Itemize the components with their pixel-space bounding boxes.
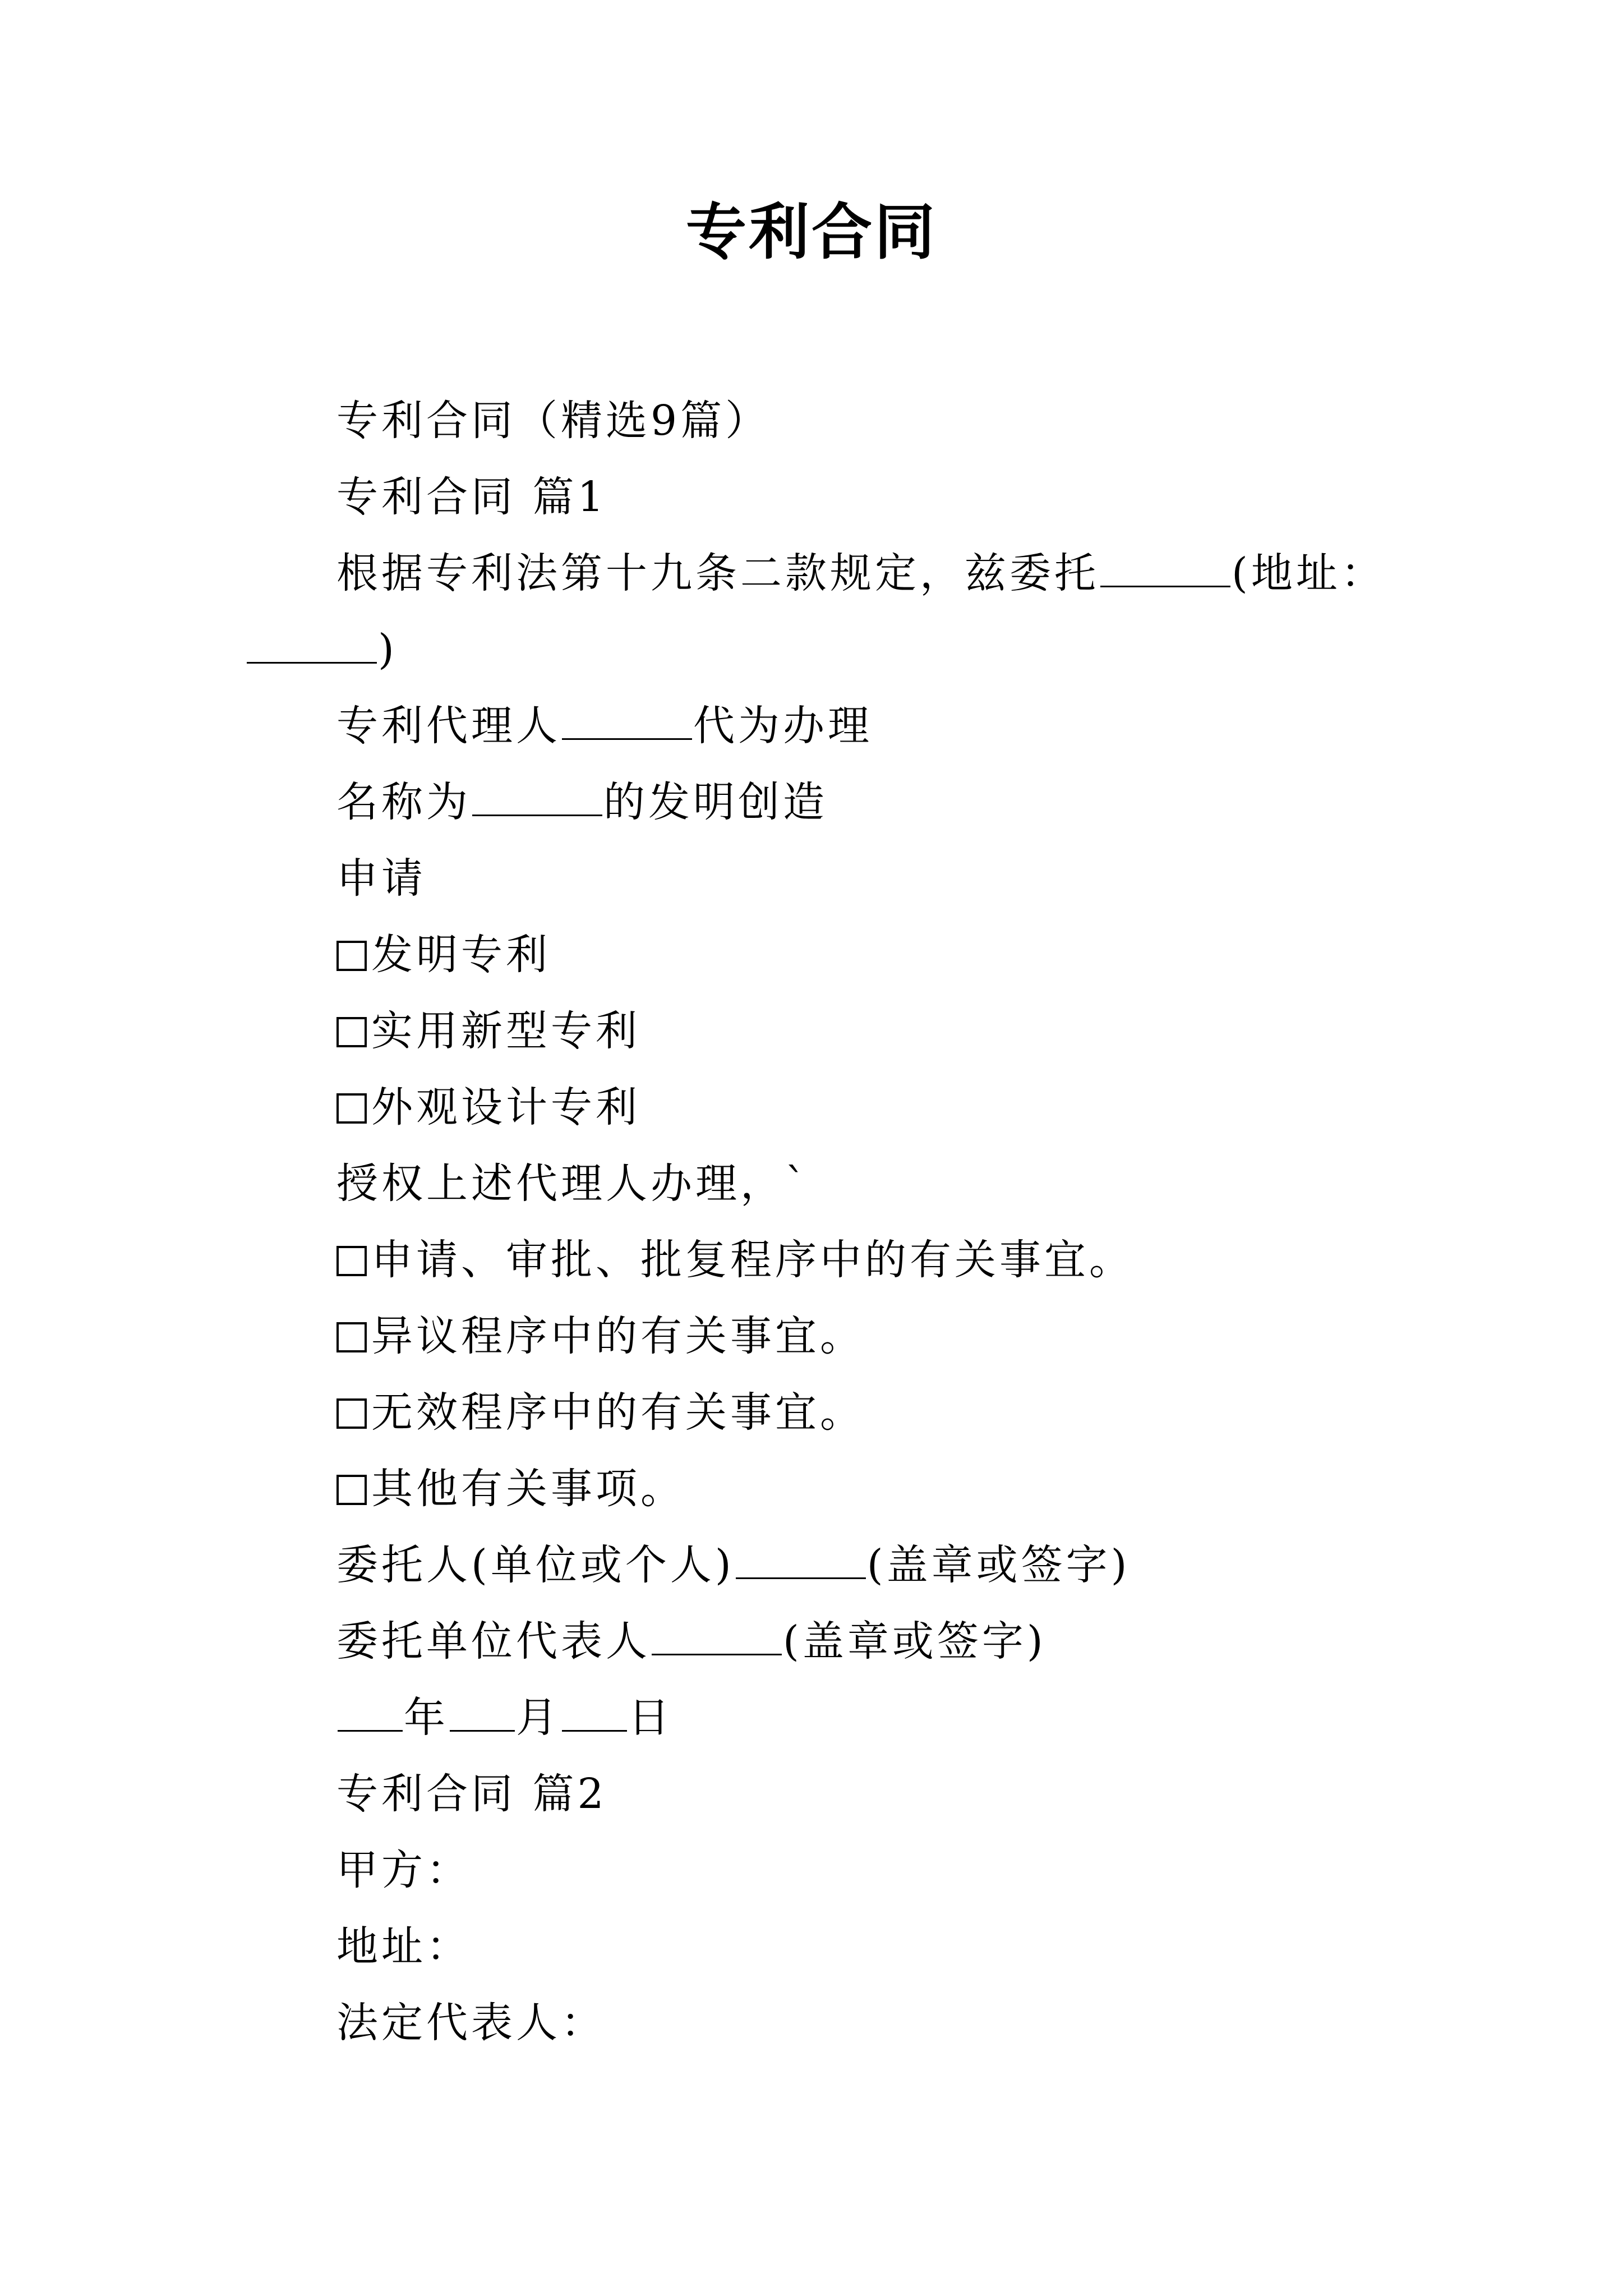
agent-blank [562, 705, 692, 740]
option-invalidation-matters [0, 1374, 1623, 1451]
agent-line [0, 688, 1623, 764]
option-design-patent [0, 1069, 1623, 1145]
section-heading-2 [0, 1756, 1623, 1832]
principal-signature-line [0, 1527, 1623, 1603]
invention-name-line [0, 764, 1623, 840]
checkbox-icon[interactable] [336, 1017, 367, 1047]
document-body [0, 383, 1623, 2061]
apply-text: 申请 [336, 854, 426, 903]
month-blank [450, 1696, 515, 1732]
option-opposition-matters [0, 1298, 1623, 1374]
address-label: (地址： [1232, 549, 1386, 597]
collection-heading [0, 383, 1623, 459]
invention-name-blank [472, 781, 602, 816]
day-label: 日 [628, 1694, 673, 1742]
invention-name-label: 名称为 [336, 778, 471, 826]
legal-representative-line [0, 1985, 1623, 2061]
entrustee-blank [1100, 552, 1230, 587]
invention-name-suffix: 的发明创造 [603, 778, 828, 826]
section-heading-1 [0, 459, 1623, 535]
checkbox-icon[interactable] [336, 1398, 367, 1429]
address-blank [247, 628, 377, 664]
day-blank [562, 1696, 627, 1732]
legal-representative-label: 法定代表人： [336, 1999, 606, 2047]
year-blank [338, 1696, 403, 1732]
apply-line [0, 840, 1623, 917]
address-close: ) [378, 625, 398, 674]
option-label: 发明专利 [371, 931, 551, 979]
party-a-line [0, 1832, 1623, 1908]
party-a-label: 甲方： [336, 1846, 471, 1894]
representative-seal-note: (盖章或签字) [783, 1617, 1046, 1665]
paragraph-entrust [0, 535, 1623, 611]
checkbox-icon[interactable] [336, 1475, 367, 1505]
option-label: 异议程序中的有关事宜。 [371, 1312, 865, 1360]
option-other-matters [0, 1451, 1623, 1527]
address-field-label: 地址： [336, 1922, 471, 1971]
option-label: 外观设计专利 [371, 1083, 640, 1131]
date-line [0, 1680, 1623, 1756]
agent-label: 专利代理人 [336, 702, 561, 750]
option-utility-model [0, 993, 1623, 1069]
option-label: 申请、审批、批复程序中的有关事宜。 [371, 1236, 1134, 1284]
checkbox-icon[interactable] [336, 1246, 367, 1276]
checkbox-icon[interactable] [336, 1322, 367, 1352]
representative-blank [652, 1620, 782, 1655]
collection-heading-text: 专利合同（精选9篇） [336, 397, 771, 445]
option-application-matters [0, 1222, 1623, 1298]
option-label: 其他有关事项。 [371, 1465, 685, 1513]
authorize-line [0, 1145, 1623, 1222]
address-line [0, 1908, 1623, 1985]
principal-seal-note: (盖章或签字) [866, 1541, 1131, 1589]
document-title: 专利合同 [685, 197, 937, 268]
entrust-text: 根据专利法第十九条二款规定，兹委托 [336, 549, 1099, 597]
representative-label: 委托单位代表人 [336, 1617, 651, 1665]
option-label: 无效程序中的有关事宜。 [371, 1388, 865, 1437]
section-heading-1-text: 专利合同 篇1 [336, 473, 607, 521]
representative-signature-line [0, 1603, 1623, 1680]
authorize-text: 授权上述代理人办理，` [336, 1159, 809, 1208]
section-heading-2-text: 专利合同 篇2 [336, 1770, 607, 1818]
year-label: 年 [404, 1694, 449, 1742]
checkbox-icon[interactable] [336, 941, 367, 971]
principal-label: 委托人(单位或个人) [336, 1541, 735, 1589]
paragraph-entrust-continued [0, 611, 1623, 688]
checkbox-icon[interactable] [336, 1093, 367, 1124]
principal-blank [736, 1544, 866, 1579]
option-label: 实用新型专利 [371, 1007, 640, 1055]
agent-suffix: 代为办理 [693, 702, 873, 750]
option-invention-patent [0, 917, 1623, 993]
month-label: 月 [516, 1694, 561, 1742]
